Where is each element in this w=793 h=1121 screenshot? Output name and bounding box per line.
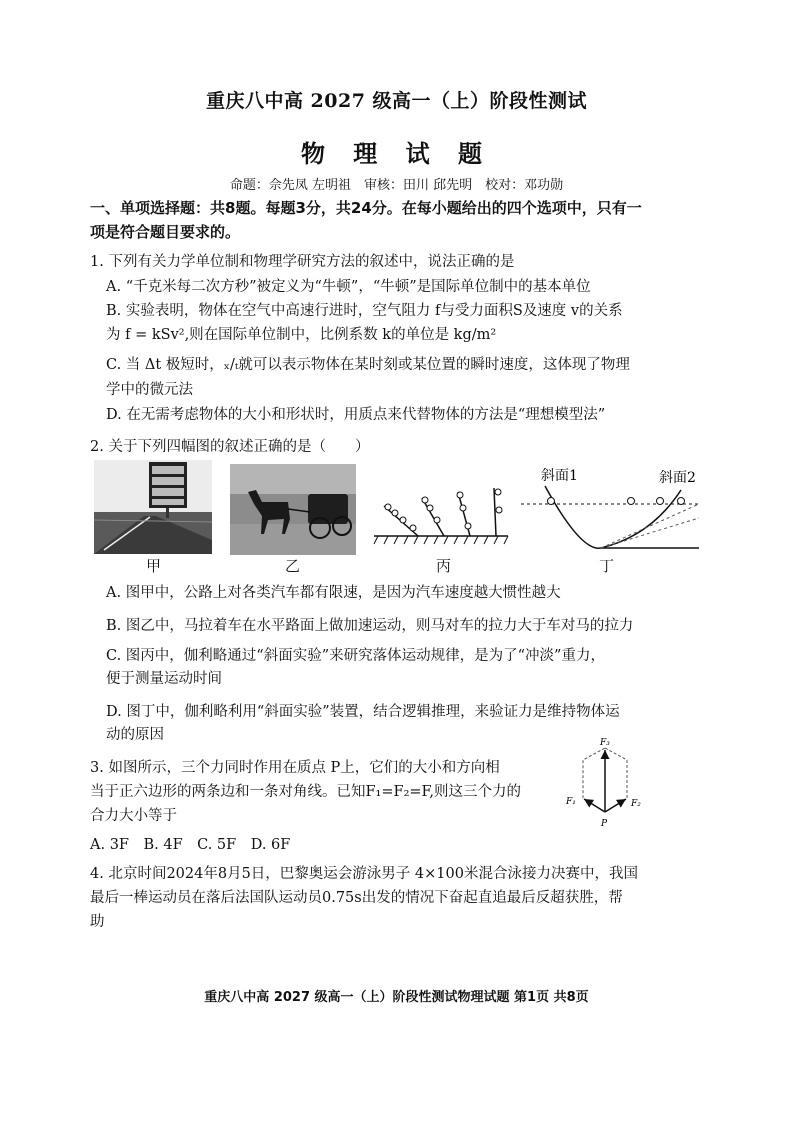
f1-label: F₁ — [566, 797, 576, 807]
q2-option-c-line1: C. 图丙中，伽利略通过“斜面实验”来研究落体运动规律，是为了“冲淡”重力， — [106, 648, 605, 664]
q1-option-a: A. “千克米每二次方秒”被定义为“牛顿”，“牛顿”是国际单位制中的基本单位 — [106, 279, 591, 295]
caption-yi: 乙 — [285, 557, 301, 575]
exam-title: 重庆八中高 2027 级高一（上）阶段性测试 — [205, 90, 588, 112]
caption-bing: 丙 — [436, 557, 452, 575]
q4-line2: 最后一棒运动员在落后法国队运动员0.75s出发的情况下奋起直追最后反超获胜，帮 — [90, 890, 623, 906]
section-heading-line2: 项是符合题目要求的。 — [90, 223, 241, 241]
figure-bing-inclined-planes — [372, 484, 512, 546]
p-label: P — [601, 819, 608, 829]
figure-hexagon-forces — [563, 736, 663, 832]
figure-yi-horse-carriage — [230, 464, 356, 555]
slope2-label: 斜面2 — [659, 470, 696, 486]
q2-option-b: B. 图乙中，马拉着车在水平路面上做加速运动，则马对车的拉力大于车对马的拉力 — [106, 618, 634, 634]
subject-title: 物 理 试 题 — [300, 139, 493, 168]
q3-line3: 合力大小等于 — [90, 808, 177, 824]
q1-option-b-line1: B. 实验表明，物体在空气中高速行进时，空气阻力 f与受力面积S及速度 v的关系 — [106, 303, 623, 319]
q2-option-d-line1: D. 图丁中，伽利略利用“斜面实验”装置，结合逻辑推理，来验证力是维持物体运 — [106, 704, 620, 720]
q3-line1: 3. 如图所示，三个力同时作用在质点 P上，它们的大小和方向相 — [90, 760, 500, 776]
author-line: 命题：佘先凤 左明祖 审核：田川 邱先明 校对：邓功勋 — [229, 178, 564, 193]
q1-stem: 1. 下列有关力学单位制和物理学研究方法的叙述中，说法正确的是 — [90, 254, 515, 270]
slope1-label: 斜面1 — [541, 468, 578, 484]
q4-line3: 助 — [90, 914, 105, 930]
q1-option-c-line2: 学中的微元法 — [106, 382, 193, 398]
q1-option-c-line1: C. 当 Δt 极短时，ₓ/ₜ就可以表示物体在某时刻或某位置的瞬时速度，这体现了物理 — [106, 357, 630, 373]
q2-option-d-line2: 动的原因 — [106, 727, 164, 743]
section-heading — [90, 196, 710, 244]
q3-options: A. 3F B. 4F C. 5F D. 6F — [90, 837, 291, 853]
page-footer: 重庆八中高 2027 级高一（上）阶段性测试物理试题 第1页 共8页 — [204, 990, 589, 1005]
caption-ding: 丁 — [599, 557, 615, 575]
caption-jia: 甲 — [146, 557, 162, 575]
figure-ding-double-incline — [521, 466, 701, 552]
q2-option-a: A. 图甲中，公路上对各类汽车都有限速，是因为汽车速度越大惯性越大 — [106, 585, 561, 601]
q2-stem: 2. 关于下列四幅图的叙述正确的是（ ） — [90, 439, 370, 455]
f3-label: F₃ — [600, 738, 610, 748]
q1-option-d: D. 在无需考虑物体的大小和形状时，用质点来代替物体的方法是“理想模型法” — [106, 407, 606, 423]
f2-label: F₂ — [631, 799, 641, 809]
q4-line1: 4. 北京时间2024年8月5日，巴黎奥运会游泳男子 4×100米混合泳接力决赛中，我国 — [90, 866, 638, 882]
figure-jia-highway — [94, 460, 212, 554]
q3-line2: 当于正六边形的两条边和一条对角线。已知F₁=F₂=F,则这三个力的 — [90, 784, 521, 800]
q1-option-b-line2: 为 f = kSv²,则在国际单位制中，比例系数 k的单位是 kg/m² — [106, 327, 497, 343]
q2-option-c-line2: 便于测量运动时间 — [106, 671, 222, 687]
section-heading-line1: 一、单项选择题：共8题。每题3分，共24分。在每小题给出的四个选项中，只有一 — [90, 199, 642, 217]
